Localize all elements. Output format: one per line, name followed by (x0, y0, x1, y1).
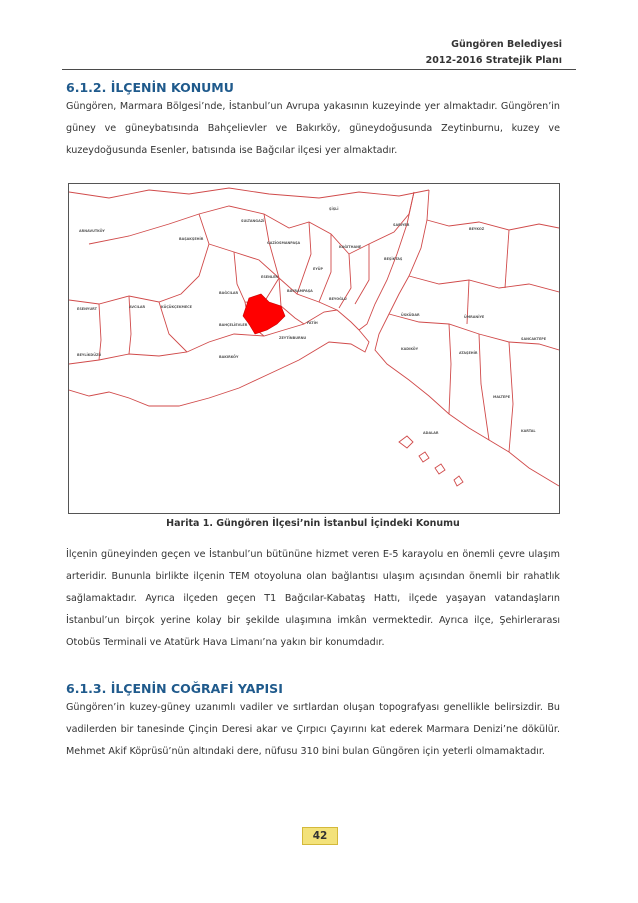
header-org: Güngören Belediyesi (451, 39, 562, 50)
header-divider (62, 69, 576, 70)
map-label-umraniye: ÜMRANİYE (464, 315, 485, 319)
geography-paragraph (66, 697, 560, 763)
page-number: 42 (302, 827, 338, 845)
map-label-esenyurt: ESENYURT (77, 307, 97, 311)
gungoren-district-highlight (243, 294, 285, 334)
map-label-beyoglu: BEYOĞLU (329, 297, 347, 301)
location-paragraph-text: Güngören, Marmara Bölgesi’nde, İstanbul’un Avrupa yakasının kuzeyinde yer almaktadır. Güngören’in güney ve güneybatısında Bahçelievler ve Bakırköy, güneydoğusunda Zeytinburnu, kuzey ve kuzeydoğusunda Esenler, batısında ise Bağcılar ilçesi yer almaktadır. (66, 101, 560, 156)
map-label-kartal: KARTAL (521, 429, 536, 433)
map-label-beykoz: BEYKOZ (469, 227, 485, 231)
map-label-bagcilar: BAĞCILAR (219, 291, 239, 295)
district-labels (77, 206, 547, 435)
location-paragraph (66, 96, 560, 162)
map-label-zeytinburnu: ZEYTİNBURNU (279, 336, 307, 340)
map-label-bayrampasa: BAYRAMPAŞA (287, 289, 313, 293)
section-title-geography: 6.1.3. İLÇENİN COĞRAFİ YAPISI (66, 681, 283, 696)
map-label-basaksehir: BAŞAKŞEHİR (179, 237, 204, 241)
istanbul-map (68, 183, 560, 514)
section-title-location: 6.1.2. İLÇENİN KONUMU (66, 80, 234, 95)
map-label-kagithane: KAĞITHANE (339, 245, 362, 249)
map-label-sariyer: SARIYER (393, 223, 410, 227)
map-label-bakirkoy: BAKIRKÖY (219, 355, 239, 359)
map-caption: Harita 1. Güngören İlçesi’nin İstanbul İçindeki Konumu (166, 518, 460, 529)
map-label-beylikduzu: BEYLİKDÜZÜ (77, 353, 102, 357)
map-label-maltepe: MALTEPE (493, 395, 511, 399)
map-label-kadikoy: KADIKÖY (401, 347, 419, 351)
district-boundaries (69, 188, 559, 486)
header-plan: 2012-2016 Stratejik Planı (425, 55, 562, 66)
page-header (426, 37, 562, 69)
transport-paragraph-text: İlçenin güneyinden geçen ve İstanbul’un bütününe hizmet veren E-5 karayolu en önemli çevre ulaşım arteridir. Bununla birlikte ilçenin TEM otoyoluna olan bağlantısı ulaşım açısından önemli bir rahatlık sağlamaktadır. Ayrıca ilçeden geçen T1 Bağcılar-Kabataş Hattı, ilçede yaşayan vatandaşların İstanbul’un birçok yerine kolay bir şekilde ulaşımına imkân vermektedir. Ayrıca ilçe, Şehirlerarası Otobüs Terminali ve Atatürk Hava Limanı’na yakın bir konumdadır. (66, 549, 560, 648)
map-label-eyup: EYÜP (313, 267, 324, 271)
map-label-esenler: ESENLER (261, 275, 278, 279)
map-label-fatih: FATİH (307, 321, 318, 325)
map-label-kucukcekmece: KÜÇÜKÇEKMECE (161, 305, 192, 309)
transport-paragraph (66, 544, 560, 654)
istanbul-map-svg (69, 184, 559, 513)
map-label-besiktas: BEŞİKTAŞ (384, 257, 403, 261)
map-label-sancaktepe: SANCAKTEPE (521, 337, 547, 341)
map-label-bahcelievler: BAHÇELİEVLER (219, 323, 248, 327)
map-label-arnavutkoy: ARNAVUTKÖY (79, 229, 105, 233)
map-label-uskudar: ÜSKÜDAR (401, 313, 420, 317)
map-label-sultangazi: SULTANGAZİ (241, 219, 265, 223)
map-label-gaziosmanpasa: GAZİOSMANPAŞA (267, 241, 301, 245)
map-label-adalar: ADALAR (423, 431, 439, 435)
map-label-sisli: ŞİŞLİ (329, 207, 339, 211)
geography-paragraph-text: Güngören’in kuzey-güney uzanımlı vadiler ve sırtlardan oluşan topografyası genellikle belirsizdir. Bu vadilerden bir tanesinde Çinçin Deresi akar ve Çırpıcı Çayırını kat ederek Marmara Denizi’ne dökülür. Mehmet Akif Köprüsü’nün altındaki dere, nüfusu 310 bini bulan Güngören için yeterli olmamaktadır. (66, 702, 560, 757)
map-label-atasehir: ATAŞEHİR (459, 351, 478, 355)
map-label-avcilar: AVCILAR (129, 305, 146, 309)
